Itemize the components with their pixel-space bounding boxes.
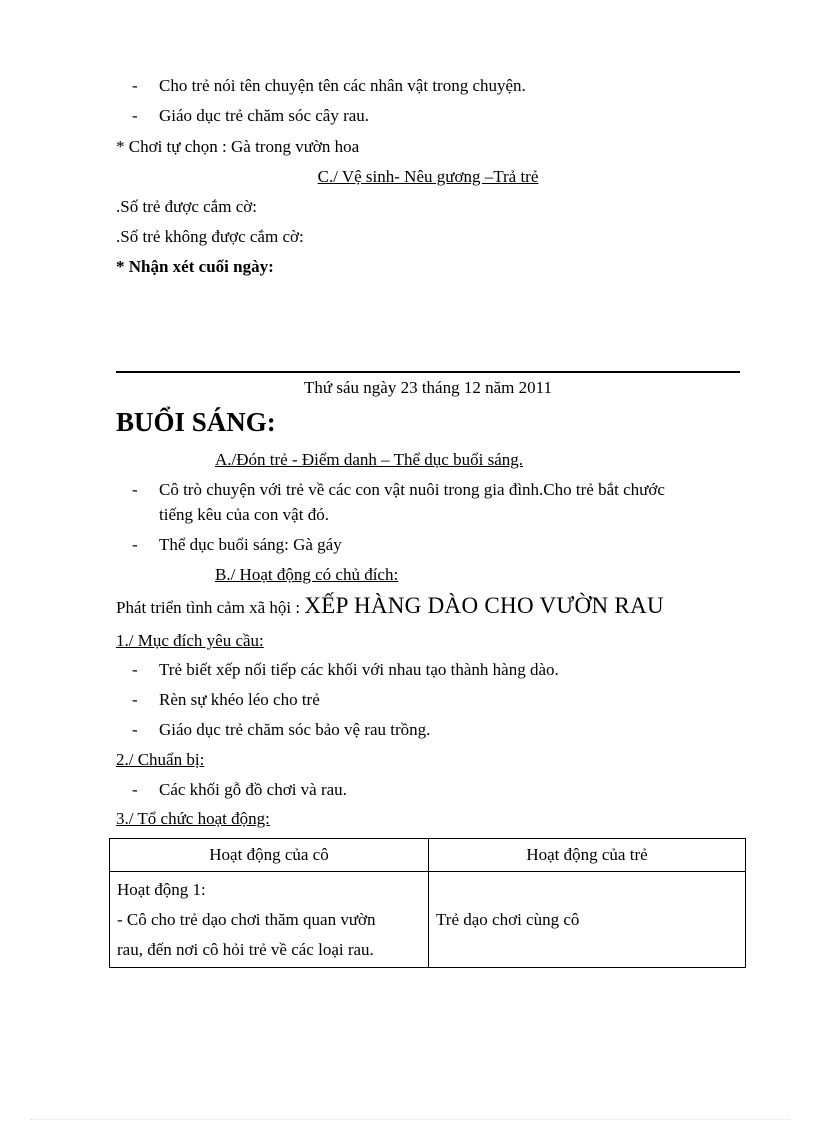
bullet-dash: - <box>132 780 138 799</box>
goal-item-3: Giáo dục trẻ chăm sóc bảo vệ rau trồng. <box>159 720 431 739</box>
bullet-dash: - <box>132 690 138 709</box>
child-column-header: Hoạt động của trẻ <box>429 839 746 872</box>
bullet-dash: - <box>132 535 138 554</box>
bullet-dash: - <box>132 480 138 499</box>
page-bottom-edge <box>30 1119 790 1120</box>
goal-item-2: Rèn sự khéo léo cho trẻ <box>159 690 320 709</box>
activity-table <box>109 838 746 968</box>
section-a-bullet-1-line-1: Cô trò chuyện với trẻ về các con vật nuôi trong gia đình.Cho trẻ bắt chước <box>159 480 665 499</box>
section-a-bullet-2: Thể dục buổi sáng: Gà gáy <box>159 535 342 554</box>
top-bullet-1: Cho trẻ nói tên chuyện tên các nhân vật trong chuyện. <box>159 76 526 95</box>
section-b-heading: B./ Hoạt động có chủ đích: <box>215 565 399 584</box>
subject-title: XẾP HÀNG DÀO CHO VƯỜN RAU <box>304 593 664 618</box>
section-a-bullet-1-line-2: tiếng kêu của con vật đó. <box>159 505 329 524</box>
choice-play-line: * Chơi tự chọn : Gà trong vườn hoa <box>116 137 360 156</box>
teacher-activity-cell <box>110 872 429 968</box>
prep-item-1: Các khối gỗ đồ chơi và rau. <box>159 780 347 799</box>
goal-item-1: Trẻ biết xếp nối tiếp các khối với nhau tạo thành hàng dào. <box>159 660 559 679</box>
top-bullet-2: Giáo dục trẻ chăm sóc cây rau. <box>159 106 370 125</box>
morning-title: BUỔI SÁNG: <box>116 407 276 437</box>
section-divider <box>116 371 740 373</box>
day-header: Thứ sáu ngày 23 tháng 12 năm 2011 <box>304 378 552 397</box>
subject-prefix: Phát triển tình cảm xã hội : <box>116 598 301 617</box>
table-header-row <box>110 839 746 872</box>
bullet-dash: - <box>132 76 138 95</box>
subject-line <box>116 592 664 620</box>
org-heading: 3./ Tổ chức hoạt động: <box>116 809 270 828</box>
child-activity-cell: Trẻ dạo chơi cùng cô <box>429 872 746 968</box>
bullet-dash: - <box>132 660 138 679</box>
flag-count-line: .Số trẻ được cắm cờ: <box>116 197 257 216</box>
activity-title: Hoạt động 1: <box>117 880 206 899</box>
table-row <box>110 872 746 968</box>
day-review-heading: * Nhận xét cuối ngày: <box>116 257 274 276</box>
section-c-heading: C./ Vệ sinh- Nêu gương –Trả trẻ <box>317 167 539 186</box>
bullet-dash: - <box>132 720 138 739</box>
bullet-dash: - <box>132 106 138 125</box>
prep-heading: 2./ Chuẩn bị: <box>116 750 205 769</box>
teacher-activity-line-1: - Cô cho trẻ dạo chơi thăm quan vườn <box>117 909 376 929</box>
no-flag-count-line: .Số trẻ không được cắm cờ: <box>116 227 304 246</box>
teacher-column-header: Hoạt động của cô <box>110 839 429 872</box>
section-a-heading: A./Đón trẻ - Điểm danh – Thể dục buổi sáng. <box>215 450 523 469</box>
teacher-activity-line-2: rau, đến nơi cô hỏi trẻ về các loại rau. <box>117 939 374 959</box>
goals-heading: 1./ Mục đích yêu cầu: <box>116 631 264 650</box>
